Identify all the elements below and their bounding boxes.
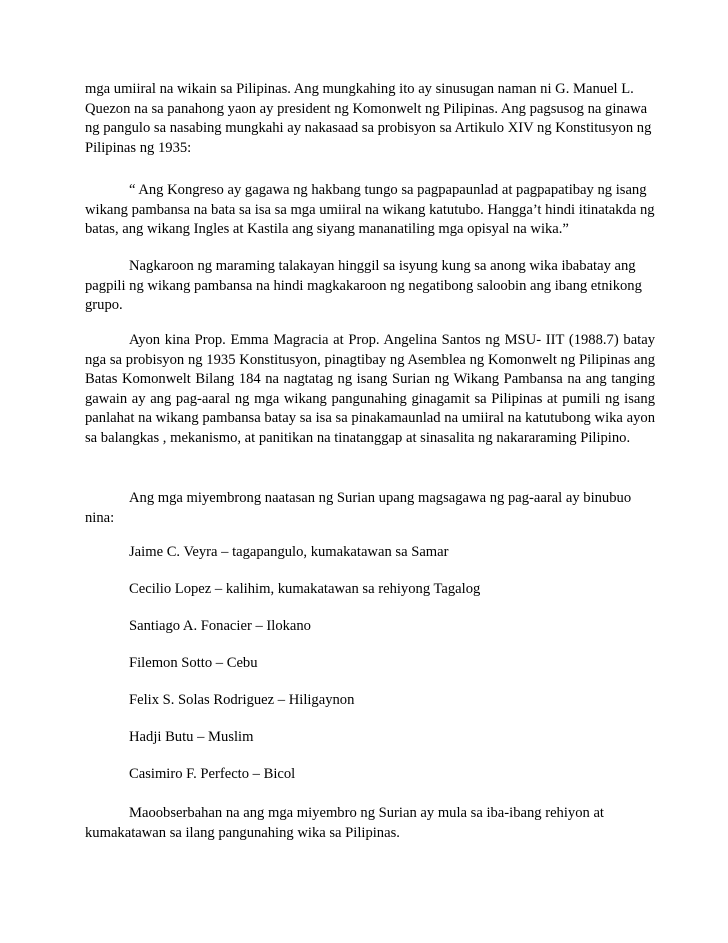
paragraph-quote: “ Ang Kongreso ay gagawa ng hakbang tungo sa pagpapaunlad at pagpapatibay ng isang wikang pambansa na bata sa isa sa mga umiiral na wikang katutubo. Hangga’t hindi itinatakda ng batas, ang wikang Ingles at Kastila ang siyang mananatiling mga opisyal na wika.”: [85, 182, 655, 238]
paragraph-talakayan: Nagkaroon ng maraming talakayan hinggil sa isyung kung sa anong wika ibabatay ang pagpili ng wikang pambansa na hindi magkakaroon ng negatibong saloobin ang ibang etnikong grupo.: [85, 258, 642, 314]
list-item: Cecilio Lopez – kalihim, kumakatawan sa rehiyong Tagalog: [129, 581, 481, 597]
list-item: Filemon Sotto – Cebu: [129, 655, 258, 671]
list-item: Jaime C. Veyra – tagapangulo, kumakatawan sa Samar: [129, 544, 449, 560]
list-item: Hadji Butu – Muslim: [129, 729, 254, 745]
list-item: Santiago A. Fonacier – Ilokano: [129, 618, 311, 634]
paragraph-closing: Maoobserbahan na ang mga miyembro ng Surian ay mula sa iba-ibang rehiyon at kumakatawan sa ilang pangunahing wika sa Pilipinas.: [85, 805, 604, 841]
paragraph-intro: mga umiiral na wikain sa Pilipinas. Ang mungkahing ito ay sinusugan naman ni G. Manuel L. Quezon na sa panahong yaon ay president ng Komonwelt ng Pilipinas. Ang pagsusog na ginawa ng pangulo sa nasabing mungkahi ay nakasaad sa probisyon sa Artikulo XIV ng Konstitusyon ng Pilipinas ng 1935:: [85, 81, 652, 156]
paragraph-ayon: Ayon kina Prop. Emma Magracia at Prop. Angelina Santos ng MSU- IIT (1988.7) batay nga sa probisyon ng 1935 Konstitusyon, pinagtibay ng Asemblea ng Komonwelt ng Pilipinas ang Batas Komonwelt Bilang 184 na nagtatag ng isang Surian ng Wikang Pambansa na ang tanging gawain ay ang pag-aaral ng mga wikang pangunahing ginagamit sa Pilipinas at pumili ng isang panlahat na wikang pambansa batay sa isa sa pinakamaunlad na umiiral na katutubong wika ayon sa balangkas , mekanismo, at panitikan na tinatanggap at sinasalita ng nakararaming Pilipino.: [85, 332, 655, 446]
paragraph-miyembro: Ang mga miyembrong naatasan ng Surian upang magsagawa ng pag-aaral ay binubuo nina:: [85, 490, 632, 526]
list-item: Felix S. Solas Rodriguez – Hiligaynon: [129, 692, 355, 708]
list-item: Casimiro F. Perfecto – Bicol: [129, 766, 296, 782]
